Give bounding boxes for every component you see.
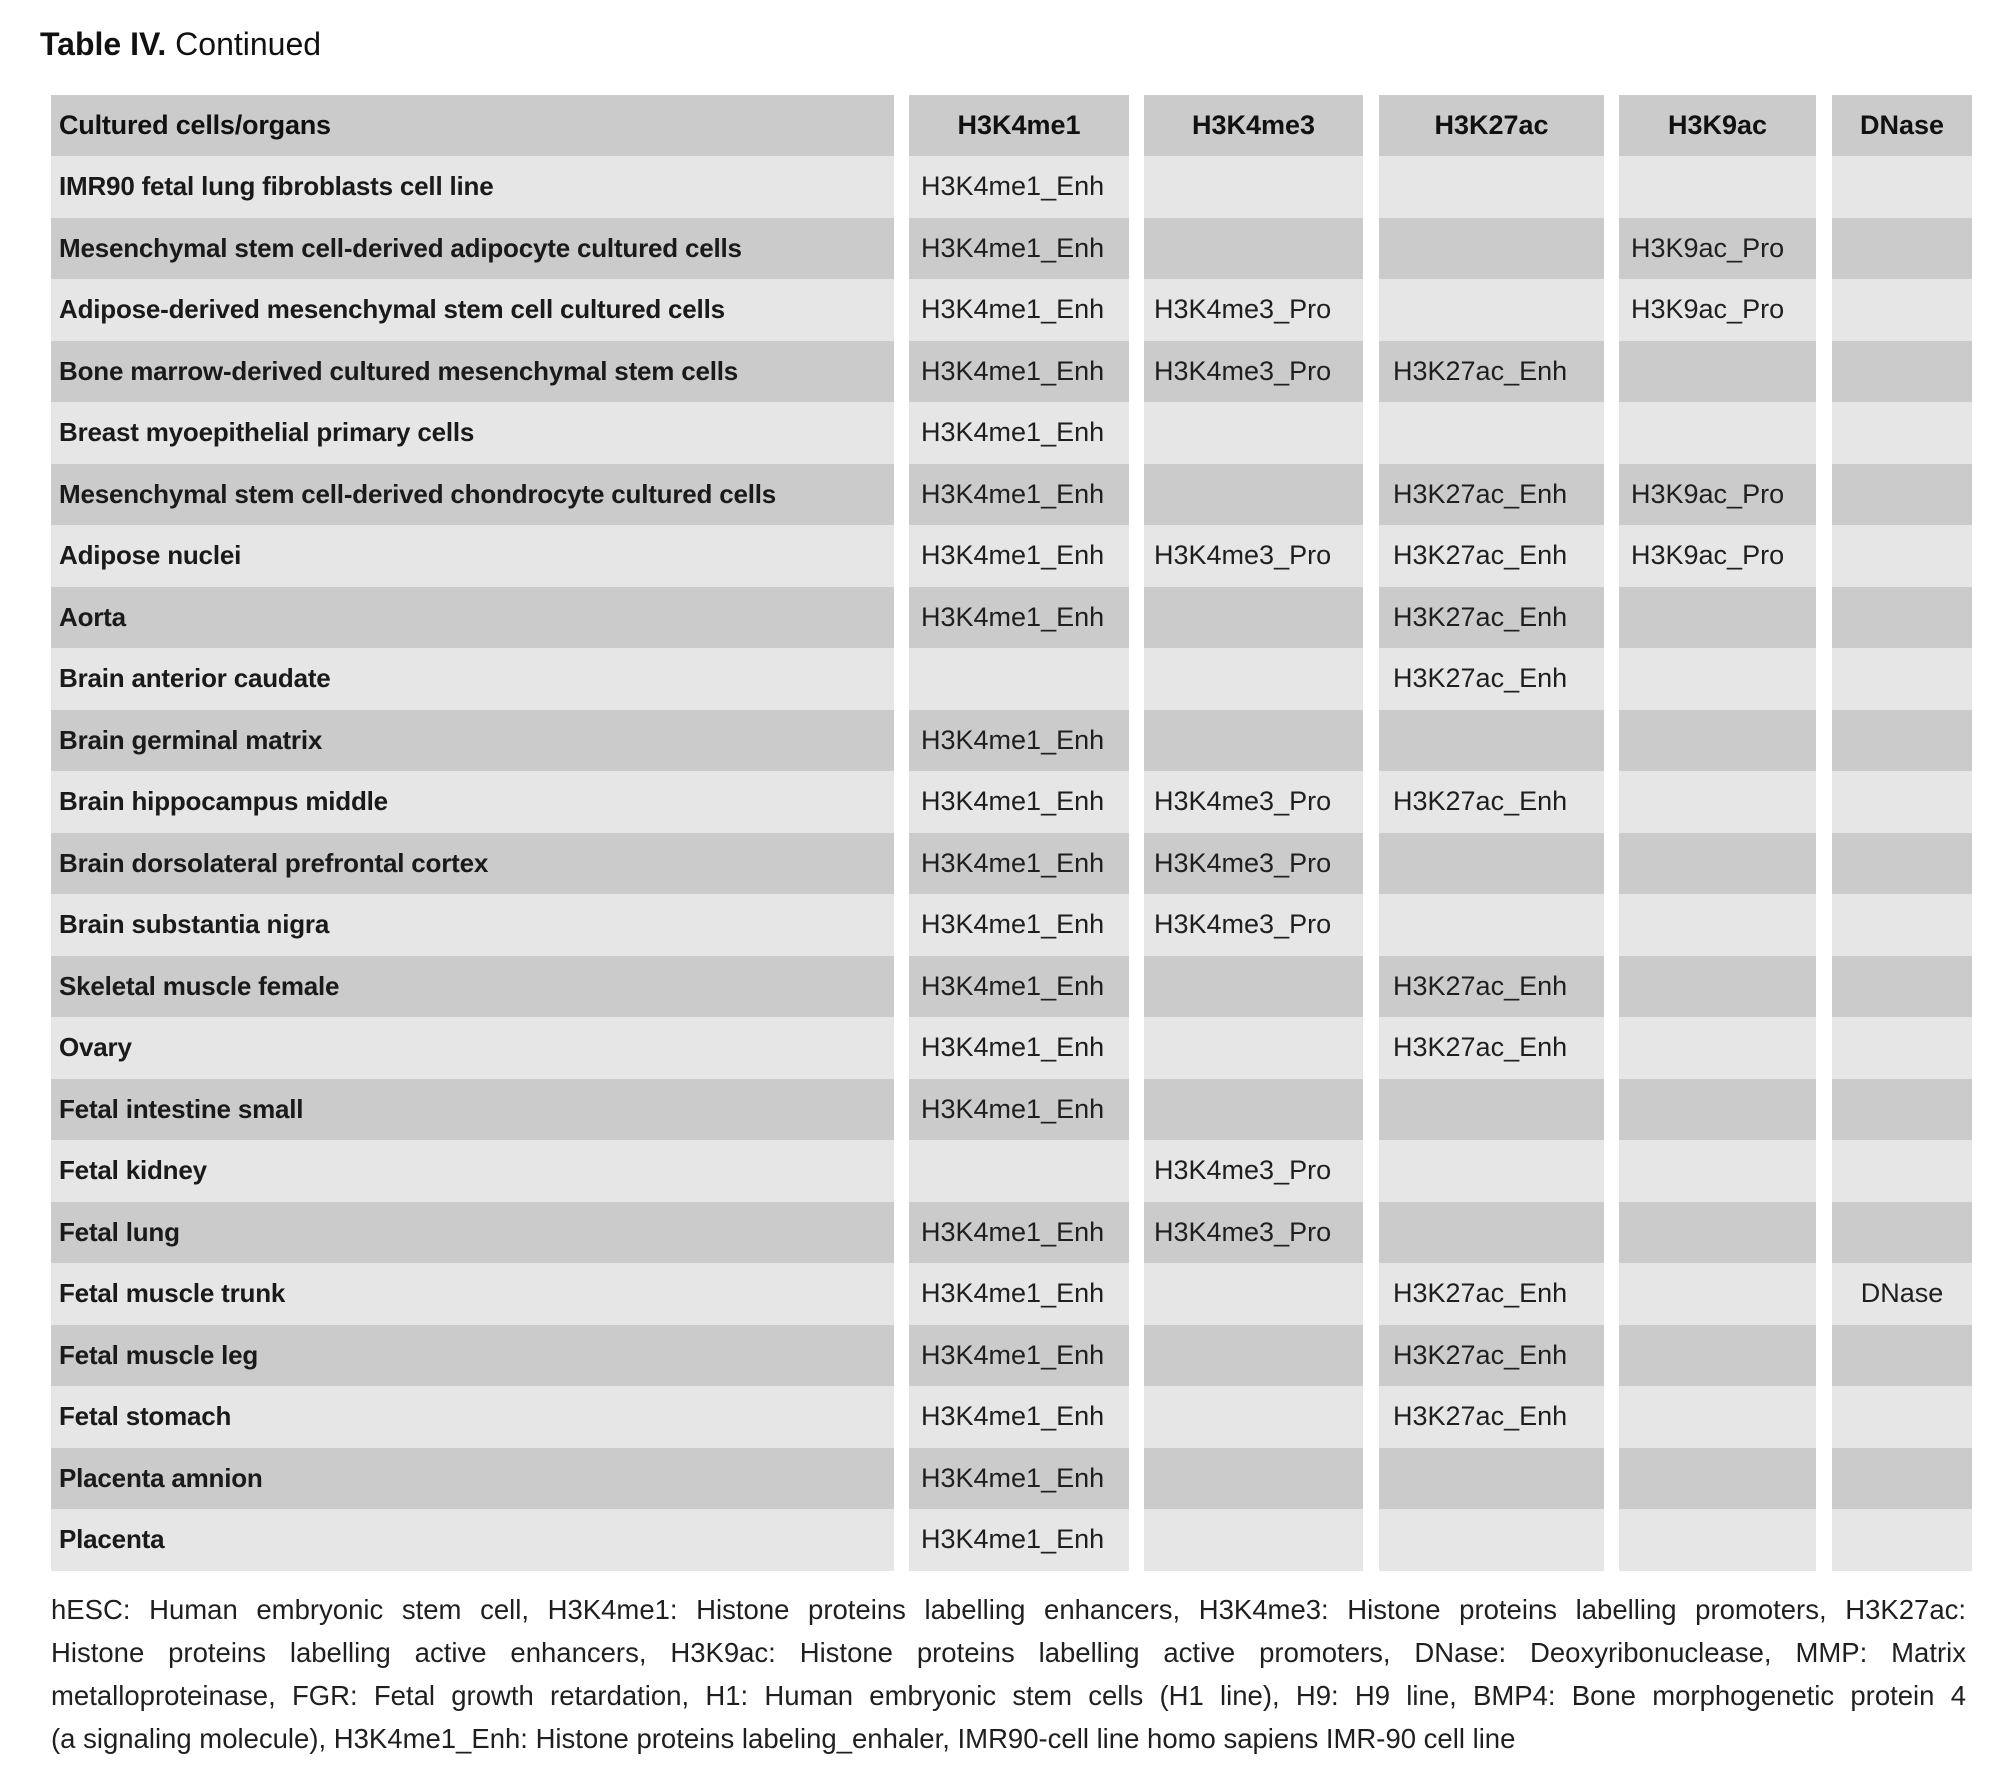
cell-h3k9ac: H3K9ac_Pro — [1619, 218, 1816, 280]
cell-h3k4me1: H3K4me1_Enh — [909, 1509, 1129, 1571]
cell-h3k9ac: H3K9ac_Pro — [1619, 279, 1816, 341]
cell-dnase — [1832, 525, 1972, 587]
table-row — [0, 894, 2000, 956]
cell-h3k4me3: H3K4me3_Pro — [1144, 1202, 1363, 1264]
cell-dnase — [1832, 648, 1972, 710]
cell-h3k27ac: H3K27ac_Enh — [1379, 648, 1604, 710]
cell-h3k27ac — [1379, 1448, 1604, 1510]
cell-h3k4me1: H3K4me1_Enh — [909, 1202, 1129, 1264]
cell-h3k4me1 — [909, 648, 1129, 710]
cell-organ: Brain anterior caudate — [51, 648, 894, 710]
table-header-row — [0, 95, 2000, 157]
cell-h3k4me1: H3K4me1_Enh — [909, 956, 1129, 1018]
cell-dnase — [1832, 1079, 1972, 1141]
table-row — [0, 833, 2000, 895]
cell-dnase — [1832, 464, 1972, 526]
cell-organ: Fetal lung — [51, 1202, 894, 1264]
cell-h3k4me1: H3K4me1_Enh — [909, 464, 1129, 526]
cell-dnase — [1832, 710, 1972, 772]
cell-organ: Fetal muscle leg — [51, 1325, 894, 1387]
cell-h3k4me1: H3K4me1_Enh — [909, 1448, 1129, 1510]
cell-organ: Ovary — [51, 1017, 894, 1079]
cell-h3k27ac — [1379, 1202, 1604, 1264]
cell-h3k9ac — [1619, 1448, 1816, 1510]
table-row — [0, 648, 2000, 710]
cell-dnase — [1832, 833, 1972, 895]
cell-h3k4me3 — [1144, 956, 1363, 1018]
footnote-line: (a signaling molecule), H3K4me1_Enh: Histone proteins labeling_enhaler, IMR90-cell line homo sapiens IMR-90 cell line — [51, 1723, 1516, 1754]
header-dnase: DNase — [1832, 95, 1972, 156]
cell-organ: Adipose-derived mesenchymal stem cell cultured cells — [51, 279, 894, 341]
cell-h3k27ac — [1379, 1079, 1604, 1141]
cell-organ: Breast myoepithelial primary cells — [51, 402, 894, 464]
table-row — [0, 1325, 2000, 1387]
cell-dnase — [1832, 771, 1972, 833]
cell-h3k27ac: H3K27ac_Enh — [1379, 525, 1604, 587]
cell-h3k4me3 — [1144, 710, 1363, 772]
header-h3k9ac: H3K9ac — [1619, 95, 1816, 156]
footnote-line: metalloproteinase, FGR: Fetal growth retardation, H1: Human embryonic stem cells (H1 line), H9: H9 line, BMP4: Bone morphogenetic protein 4 — [51, 1680, 1966, 1711]
cell-dnase — [1832, 956, 1972, 1018]
cell-h3k9ac — [1619, 956, 1816, 1018]
cell-h3k27ac — [1379, 833, 1604, 895]
table-row — [0, 710, 2000, 772]
cell-h3k4me3 — [1144, 1448, 1363, 1510]
table-row — [0, 1202, 2000, 1264]
cell-dnase — [1832, 1325, 1972, 1387]
cell-organ: Fetal stomach — [51, 1386, 894, 1448]
cell-h3k4me1: H3K4me1_Enh — [909, 1325, 1129, 1387]
header-h3k27ac: H3K27ac — [1379, 95, 1604, 156]
cell-h3k4me1: H3K4me1_Enh — [909, 218, 1129, 280]
cell-h3k4me3 — [1144, 587, 1363, 649]
cell-h3k4me1 — [909, 1140, 1129, 1202]
footnote-line: hESC: Human embryonic stem cell, H3K4me1: Histone proteins labelling enhancers, H3K4me3: Histone proteins labelling promoters, H3K27ac: — [51, 1594, 1966, 1625]
table-row — [0, 156, 2000, 218]
cell-h3k27ac — [1379, 1140, 1604, 1202]
table-row — [0, 402, 2000, 464]
cell-dnase — [1832, 218, 1972, 280]
table-row — [0, 956, 2000, 1018]
table-title-label: Table IV. — [40, 26, 167, 62]
cell-h3k4me3 — [1144, 464, 1363, 526]
cell-h3k9ac — [1619, 402, 1816, 464]
cell-h3k4me1: H3K4me1_Enh — [909, 156, 1129, 218]
cell-h3k9ac — [1619, 1386, 1816, 1448]
table-row — [0, 587, 2000, 649]
cell-h3k4me1: H3K4me1_Enh — [909, 833, 1129, 895]
cell-h3k4me3 — [1144, 402, 1363, 464]
cell-h3k4me1: H3K4me1_Enh — [909, 402, 1129, 464]
cell-h3k4me1: H3K4me1_Enh — [909, 1263, 1129, 1325]
cell-organ: Adipose nuclei — [51, 525, 894, 587]
header-h3k4me1: H3K4me1 — [909, 95, 1129, 156]
cell-h3k4me3: H3K4me3_Pro — [1144, 525, 1363, 587]
cell-h3k9ac — [1619, 894, 1816, 956]
cell-dnase — [1832, 1448, 1972, 1510]
cell-h3k27ac: H3K27ac_Enh — [1379, 1263, 1604, 1325]
cell-organ: Fetal muscle trunk — [51, 1263, 894, 1325]
table-row — [0, 1079, 2000, 1141]
cell-dnase — [1832, 341, 1972, 403]
cell-dnase — [1832, 894, 1972, 956]
cell-h3k9ac — [1619, 833, 1816, 895]
cell-h3k9ac — [1619, 1140, 1816, 1202]
cell-dnase — [1832, 1386, 1972, 1448]
cell-h3k4me3 — [1144, 1386, 1363, 1448]
cell-organ: Aorta — [51, 587, 894, 649]
cell-dnase — [1832, 1509, 1972, 1571]
table-row — [0, 1448, 2000, 1510]
cell-h3k27ac: H3K27ac_Enh — [1379, 1017, 1604, 1079]
table-footnote — [51, 1588, 1966, 1760]
cell-dnase — [1832, 156, 1972, 218]
cell-h3k4me3 — [1144, 156, 1363, 218]
cell-h3k9ac — [1619, 1202, 1816, 1264]
cell-h3k4me3: H3K4me3_Pro — [1144, 1140, 1363, 1202]
cell-dnase — [1832, 279, 1972, 341]
header-h3k4me3: H3K4me3 — [1144, 95, 1363, 156]
cell-organ: Bone marrow-derived cultured mesenchymal stem cells — [51, 341, 894, 403]
cell-h3k9ac — [1619, 156, 1816, 218]
cell-h3k27ac: H3K27ac_Enh — [1379, 1386, 1604, 1448]
cell-dnase — [1832, 1017, 1972, 1079]
header-cultured-cells: Cultured cells/organs — [51, 95, 894, 156]
cell-h3k27ac — [1379, 402, 1604, 464]
table-row — [0, 1140, 2000, 1202]
cell-h3k9ac — [1619, 710, 1816, 772]
cell-h3k4me3: H3K4me3_Pro — [1144, 341, 1363, 403]
table-row — [0, 1509, 2000, 1571]
table-row — [0, 341, 2000, 403]
cell-dnase — [1832, 1202, 1972, 1264]
cell-h3k4me3: H3K4me3_Pro — [1144, 279, 1363, 341]
cell-h3k4me1: H3K4me1_Enh — [909, 894, 1129, 956]
cell-h3k27ac: H3K27ac_Enh — [1379, 1325, 1604, 1387]
cell-h3k4me3 — [1144, 218, 1363, 280]
table-row — [0, 1263, 2000, 1325]
cell-h3k27ac — [1379, 710, 1604, 772]
cell-organ: Fetal kidney — [51, 1140, 894, 1202]
cell-organ: Brain substantia nigra — [51, 894, 894, 956]
cell-h3k9ac — [1619, 1017, 1816, 1079]
cell-h3k4me3: H3K4me3_Pro — [1144, 771, 1363, 833]
cell-h3k9ac — [1619, 1325, 1816, 1387]
cell-h3k4me1: H3K4me1_Enh — [909, 279, 1129, 341]
cell-h3k9ac — [1619, 1263, 1816, 1325]
cell-h3k4me1: H3K4me1_Enh — [909, 710, 1129, 772]
cell-dnase: DNase — [1832, 1263, 1972, 1325]
cell-organ: Fetal intestine small — [51, 1079, 894, 1141]
cell-h3k4me3 — [1144, 648, 1363, 710]
cell-h3k9ac — [1619, 771, 1816, 833]
cell-h3k4me3 — [1144, 1017, 1363, 1079]
table-row — [0, 1386, 2000, 1448]
cell-h3k27ac — [1379, 894, 1604, 956]
cell-h3k27ac — [1379, 279, 1604, 341]
table-row — [0, 771, 2000, 833]
cell-organ: IMR90 fetal lung fibroblasts cell line — [51, 156, 894, 218]
cell-h3k4me1: H3K4me1_Enh — [909, 1386, 1129, 1448]
cell-dnase — [1832, 587, 1972, 649]
cell-h3k4me1: H3K4me1_Enh — [909, 1017, 1129, 1079]
table-row — [0, 1017, 2000, 1079]
cell-h3k9ac — [1619, 1079, 1816, 1141]
cell-h3k9ac: H3K9ac_Pro — [1619, 464, 1816, 526]
table-row — [0, 279, 2000, 341]
cell-h3k9ac — [1619, 1509, 1816, 1571]
table-row — [0, 464, 2000, 526]
cell-h3k4me3 — [1144, 1325, 1363, 1387]
table-title — [40, 24, 321, 64]
cell-h3k4me3 — [1144, 1263, 1363, 1325]
cell-h3k9ac — [1619, 341, 1816, 403]
cell-h3k4me1: H3K4me1_Enh — [909, 341, 1129, 403]
cell-h3k4me1: H3K4me1_Enh — [909, 771, 1129, 833]
cell-organ: Brain germinal matrix — [51, 710, 894, 772]
cell-h3k27ac — [1379, 156, 1604, 218]
cell-h3k4me1: H3K4me1_Enh — [909, 587, 1129, 649]
cell-organ: Brain hippocampus middle — [51, 771, 894, 833]
cell-organ: Placenta amnion — [51, 1448, 894, 1510]
table-row — [0, 525, 2000, 587]
cell-h3k4me3: H3K4me3_Pro — [1144, 894, 1363, 956]
cell-h3k4me1: H3K4me1_Enh — [909, 525, 1129, 587]
cell-h3k27ac: H3K27ac_Enh — [1379, 341, 1604, 403]
cell-h3k27ac: H3K27ac_Enh — [1379, 771, 1604, 833]
cell-h3k9ac — [1619, 648, 1816, 710]
table-title-text: Continued — [175, 26, 322, 62]
table-row — [0, 218, 2000, 280]
cell-h3k27ac: H3K27ac_Enh — [1379, 587, 1604, 649]
cell-h3k27ac — [1379, 1509, 1604, 1571]
cell-h3k4me3 — [1144, 1509, 1363, 1571]
cell-h3k4me3 — [1144, 1079, 1363, 1141]
cell-organ: Brain dorsolateral prefrontal cortex — [51, 833, 894, 895]
cell-organ: Placenta — [51, 1509, 894, 1571]
cell-h3k4me1: H3K4me1_Enh — [909, 1079, 1129, 1141]
cell-h3k27ac: H3K27ac_Enh — [1379, 464, 1604, 526]
cell-h3k27ac — [1379, 218, 1604, 280]
cell-h3k4me3: H3K4me3_Pro — [1144, 833, 1363, 895]
cell-dnase — [1832, 1140, 1972, 1202]
cell-h3k9ac: H3K9ac_Pro — [1619, 525, 1816, 587]
footnote-line: Histone proteins labelling active enhancers, H3K9ac: Histone proteins labelling active promoters, DNase: Deoxyribonuclease, MMP: Matrix — [51, 1637, 1966, 1668]
cell-dnase — [1832, 402, 1972, 464]
cell-organ: Skeletal muscle female — [51, 956, 894, 1018]
cell-h3k9ac — [1619, 587, 1816, 649]
cell-organ: Mesenchymal stem cell-derived adipocyte cultured cells — [51, 218, 894, 280]
cell-h3k27ac: H3K27ac_Enh — [1379, 956, 1604, 1018]
cell-organ: Mesenchymal stem cell-derived chondrocyte cultured cells — [51, 464, 894, 526]
